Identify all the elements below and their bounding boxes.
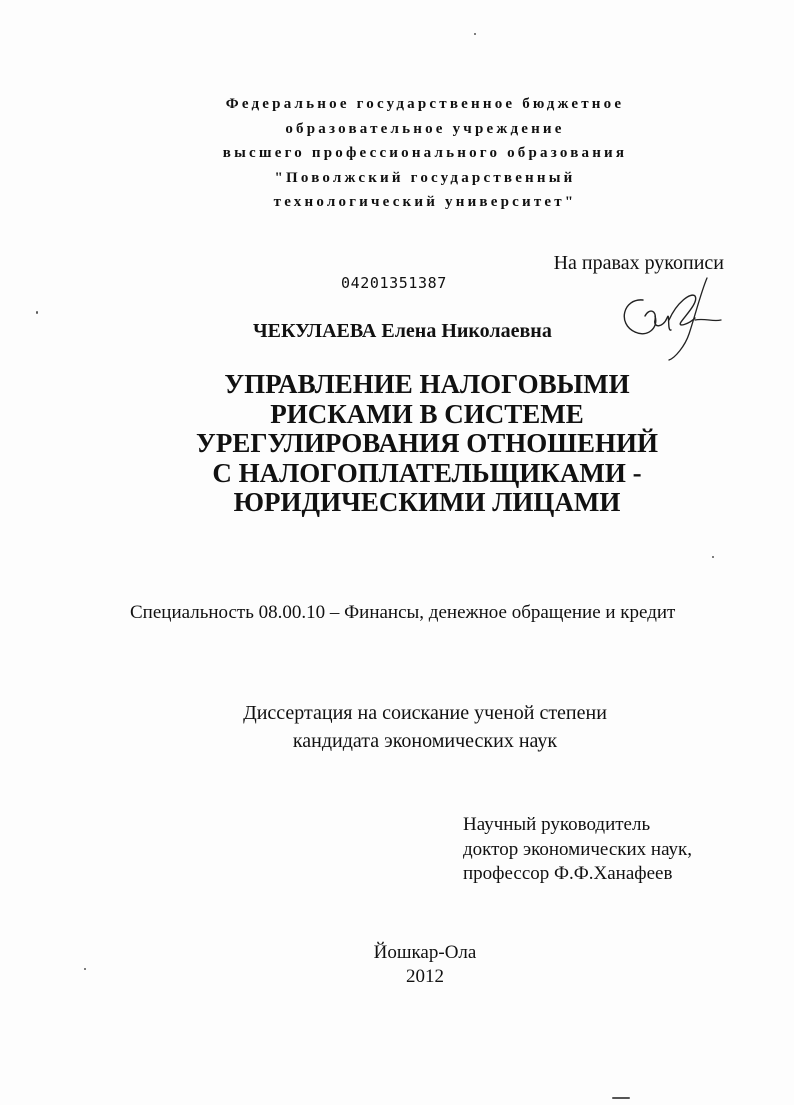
degree-statement <box>100 699 750 755</box>
institution-line: "Поволжский государственный <box>274 169 576 186</box>
title-line: ЮРИДИЧЕСКИМИ ЛИЦАМИ <box>233 487 621 517</box>
scan-speck <box>36 311 38 314</box>
degree-line: кандидата экономических наук <box>292 730 558 752</box>
scan-speck <box>612 1097 630 1099</box>
place-and-year <box>300 941 550 989</box>
dissertation-title <box>97 370 757 518</box>
institution-line: образовательное учреждение <box>285 120 565 137</box>
archive-number: 04201351387 <box>341 274 447 292</box>
city: Йошкар-Ола <box>373 942 477 963</box>
title-line: РИСКАМИ В СИСТЕМЕ <box>270 398 584 429</box>
title-line: УПРАВЛЕНИЕ НАЛОГОВЫМИ <box>224 369 630 399</box>
institution-line: Федеральное государственное бюджетное <box>225 96 625 112</box>
scan-speck <box>84 968 86 970</box>
scientific-advisor <box>463 813 692 887</box>
institution-header <box>100 92 750 215</box>
title-line: С НАЛОГОПЛАТЕЛЬЩИКАМИ - <box>212 457 642 488</box>
title-line: УРЕГУЛИРОВАНИЯ ОТНОШЕНИЙ <box>196 428 658 458</box>
advisor-line: Научный руководитель <box>463 814 651 835</box>
institution-line: высшего профессионального образования <box>222 145 628 162</box>
advisor-line: доктор экономических наук, <box>463 838 693 860</box>
scan-speck <box>474 33 476 35</box>
year: 2012 <box>406 966 444 987</box>
manuscript-rights-note: На правах рукописи <box>553 252 724 274</box>
author-name: ЧЕКУЛАЕВА Елена Николаевна <box>253 320 552 342</box>
scan-speck <box>712 556 714 558</box>
signature-mark <box>615 272 725 367</box>
degree-line: Диссертация на соискание ученой степени <box>243 702 607 724</box>
specialty-line: Специальность 08.00.10 – Финансы, денежное обращение и кредит <box>130 602 676 623</box>
institution-line: технологический университет" <box>273 194 577 211</box>
advisor-line: профессор Ф.Ф.Ханафеев <box>463 863 673 884</box>
